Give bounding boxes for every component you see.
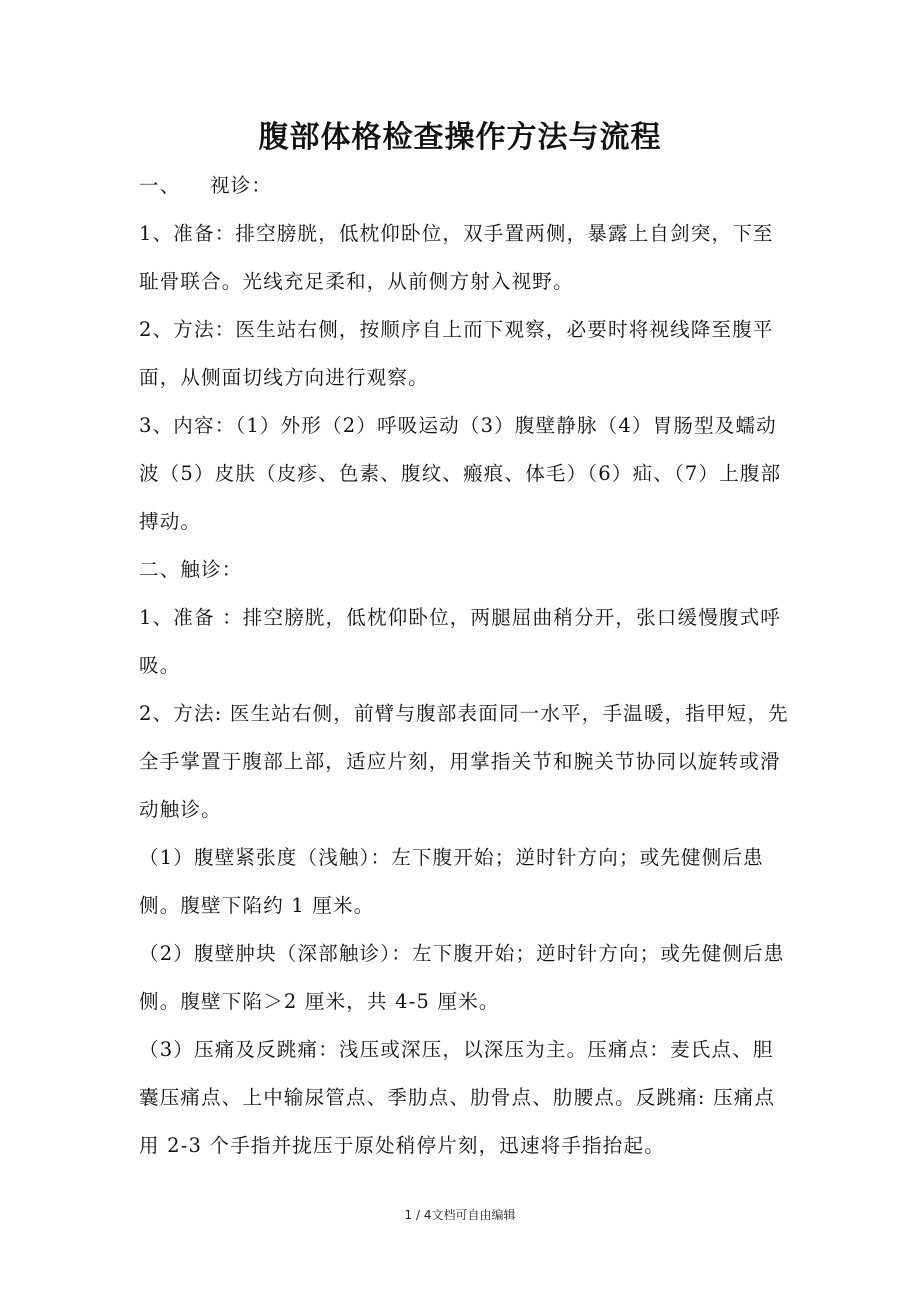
section-heading-palpation: 二、触诊： [139, 558, 243, 581]
paragraph-inspection-preparation: 1、准备：排空膀胱，低枕仰卧位，双手置两侧，暴露上自剑突，下至耻骨联合。光线充足柔和，从前侧方射入视野。 [139, 222, 774, 293]
paragraph-inspection-content: 3、内容：（1）外形（2）呼吸运动（3）腹壁静脉（4）胃肠型及蠕动波（5）皮肤（皮疹、色素、腹纹、瘢痕、体毛）（6）疝、（7）上腹部搏动。 [139, 414, 782, 533]
section-heading-inspection: 一、 视诊： [139, 174, 273, 197]
paragraph-palpation-preparation: 1、准备 ：排空膀胱，低枕仰卧位，两腿屈曲稍分开，张口缓慢腹式呼吸。 [139, 606, 782, 677]
paragraph-abdominal-tension: （1）腹壁紧张度（浅触）：左下腹开始；逆时针方向；或先健侧后患侧。腹壁下陷约 1 厘米。 [139, 846, 764, 917]
paragraph-palpation-method: 2、方法: 医生站右侧，前臂与腹部表面同一水平，手温暖，指甲短，先全手掌置于腹部上部，适应片刻，用掌指关节和腕关节协同以旋转或滑动触诊。 [139, 702, 789, 821]
paragraph-tenderness: （3）压痛及反跳痛：浅压或深压，以深压为主。压痛点：麦氏点、胆囊压痛点、上中输尿管点、季肋点、肋骨点、肋腰点。反跳痛: 压痛点用 2-3 个手指并拢压于原处稍停片刻，迅速将手指抬起。 [139, 1038, 776, 1157]
document-body [139, 162, 789, 1170]
page-footer: 1 / 4文档可自由编辑 [404, 1208, 516, 1222]
paragraph-abdominal-mass: （2）腹壁肿块（深部触诊）：左下腹开始；逆时针方向；或先健侧后患侧。腹壁下陷＞2 厘米，共 4-5 厘米。 [139, 942, 785, 1013]
paragraph-inspection-method: 2、方法：医生站右侧，按顺序自上而下观察，必要时将视线降至腹平面，从侧面切线方向进行观察。 [139, 318, 774, 389]
document-title: 腹部体格检查操作方法与流程 [258, 120, 662, 155]
